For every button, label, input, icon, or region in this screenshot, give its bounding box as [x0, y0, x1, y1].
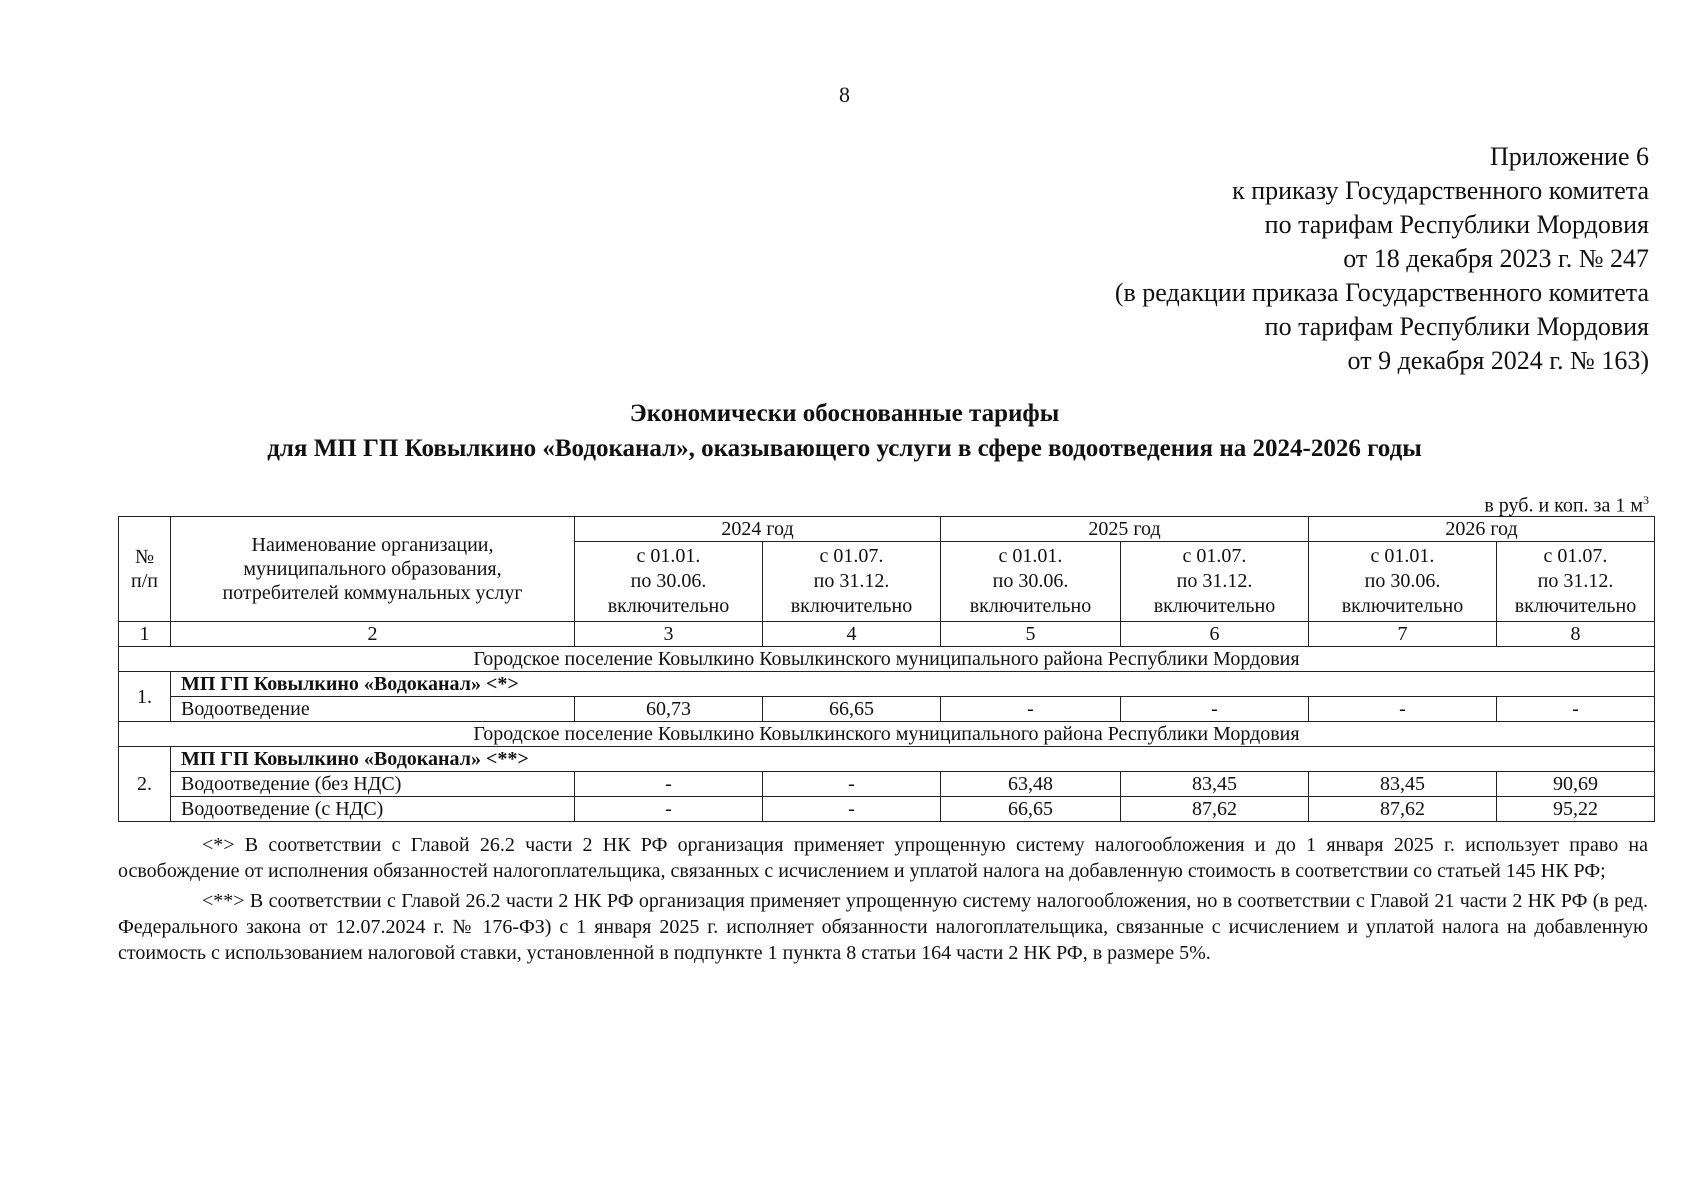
- tariff-cell: 87,62: [1121, 797, 1309, 822]
- header-row-col-numbers: [119, 622, 1655, 647]
- org-row: [119, 672, 1655, 697]
- appendix-line: Приложение 6: [1489, 142, 1649, 171]
- appendix-line: к приказу Государственного комитета: [1232, 176, 1649, 205]
- tariff-cell: 90,69: [1497, 772, 1655, 797]
- appendix-line: от 9 декабря 2024 г. № 163): [1347, 346, 1649, 375]
- title-line-2: для МП ГП Ковылкино «Водоканал», оказывающего услуги в сфере водоотведения на 2024-2026 годы: [267, 435, 1422, 462]
- tariff-cell: -: [1309, 697, 1497, 722]
- col-number: 4: [763, 622, 941, 647]
- section-title: Городское поселение Ковылкино Ковылкинского муниципального района Республики Мордовия: [119, 722, 1655, 747]
- tariff-cell: 60,73: [575, 697, 763, 722]
- col-number: 8: [1497, 622, 1655, 647]
- tariff-cell: -: [1121, 697, 1309, 722]
- appendix-block: [1115, 140, 1649, 378]
- header-num: № п/п: [119, 517, 171, 622]
- tariff-cell: -: [763, 797, 941, 822]
- org-name: МП ГП Ковылкино «Водоканал» <**>: [171, 747, 1655, 772]
- header-year-2025: 2025 год: [941, 517, 1309, 542]
- tariff-cell: -: [1497, 697, 1655, 722]
- section-title-row: [119, 647, 1655, 672]
- footnote: <*> В соответствии с Главой 26.2 части 2 НК РФ организация применяет упрощенную систему налогообложения и до 1 января 2025 г. использует право на освобождение от исполнения обязанностей налогоплательщика, связанных с исчислением и уплатой налога на добавленную стоимость в соответствии со статьей 145 НК РФ;: [118, 834, 1648, 882]
- title-line-1: Экономически обоснованные тарифы: [629, 400, 1060, 427]
- service-name: Водоотведение (без НДС): [171, 772, 575, 797]
- section-title: Городское поселение Ковылкино Ковылкинского муниципального района Республики Мордовия: [119, 647, 1655, 672]
- col-number: 5: [941, 622, 1121, 647]
- header-year-2026: 2026 год: [1309, 517, 1655, 542]
- footnote: <**> В соответствии с Главой 26.2 части 2 НК РФ организация применяет упрощенную систему налогообложения, но в соответствии с Главой 21 части 2 НК РФ (в ред. Федерального закона от 12.07.2024 г. № 176-ФЗ) с 1 января 2025 г. исполняет обязанности налогоплательщика, связанные с исчислением и уплатой налога на добавленную стоимость с использованием налоговой ставки, установленной в подпункте 1 пункта 8 статьи 164 части 2 НК РФ, в размере 5%.: [118, 890, 1648, 964]
- header-row-years: [119, 517, 1655, 542]
- section-title-row: [119, 722, 1655, 747]
- tariff-cell: -: [763, 772, 941, 797]
- header-period: с 01.01. по 30.06. включительно: [575, 542, 763, 622]
- tariff-cell: 83,45: [1121, 772, 1309, 797]
- tariff-cell: 83,45: [1309, 772, 1497, 797]
- table-row: [119, 697, 1655, 722]
- header-year-2024: 2024 год: [575, 517, 941, 542]
- service-name: Водоотведение: [171, 697, 575, 722]
- tariff-cell: 63,48: [941, 772, 1121, 797]
- appendix-line: (в редакции приказа Государственного комитета: [1114, 278, 1649, 307]
- row-number: 1.: [119, 672, 171, 722]
- tariff-cell: -: [575, 797, 763, 822]
- tariff-cell: 95,22: [1497, 797, 1655, 822]
- document-title: [0, 396, 1689, 466]
- col-number: 7: [1309, 622, 1497, 647]
- appendix-line: от 18 декабря 2023 г. № 247: [1343, 244, 1649, 273]
- tariff-cell: -: [941, 697, 1121, 722]
- org-row: [119, 747, 1655, 772]
- header-name: Наименование организации, муниципального образования, потребителей коммунальных услуг: [171, 517, 575, 622]
- units-sup: 3: [1643, 493, 1649, 507]
- footnotes: [118, 832, 1648, 970]
- units-text: в руб. и коп. за 1 м: [1484, 494, 1643, 517]
- tariff-cell: -: [575, 772, 763, 797]
- page-number: 8: [839, 82, 850, 107]
- col-number: 3: [575, 622, 763, 647]
- appendix-line: по тарифам Республики Мордовия: [1264, 312, 1649, 341]
- table-row: [119, 772, 1655, 797]
- appendix-line: по тарифам Республики Мордовия: [1264, 210, 1649, 239]
- col-number: 2: [171, 622, 575, 647]
- header-period: с 01.07. по 31.12. включительно: [1121, 542, 1309, 622]
- tariff-table: [118, 516, 1655, 822]
- tariff-cell: 66,65: [941, 797, 1121, 822]
- table-row: [119, 797, 1655, 822]
- row-number: 2.: [119, 747, 171, 822]
- col-number: 6: [1121, 622, 1309, 647]
- service-name: Водоотведение (с НДС): [171, 797, 575, 822]
- tariff-cell: 87,62: [1309, 797, 1497, 822]
- header-period: с 01.07. по 31.12. включительно: [1497, 542, 1655, 622]
- tariff-cell: 66,65: [763, 697, 941, 722]
- units-label: [1484, 493, 1649, 518]
- header-period: с 01.01. по 30.06. включительно: [1309, 542, 1497, 622]
- header-period: с 01.07. по 31.12. включительно: [763, 542, 941, 622]
- header-period: с 01.01. по 30.06. включительно: [941, 542, 1121, 622]
- col-number: 1: [119, 622, 171, 647]
- org-name: МП ГП Ковылкино «Водоканал» <*>: [171, 672, 1655, 697]
